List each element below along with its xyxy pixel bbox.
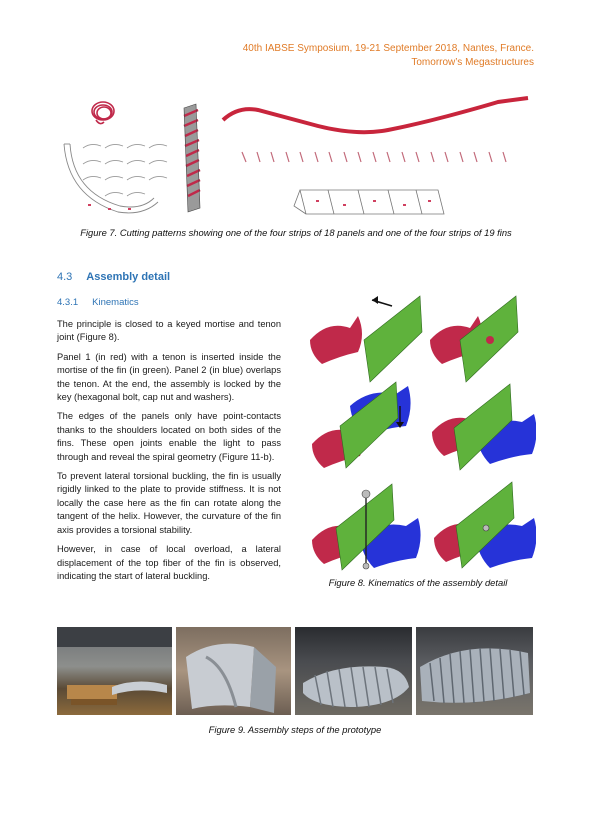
subsection-heading xyxy=(57,297,139,308)
paragraph: The principle is closed to a keyed mortise and tenon joint (Figure 8). xyxy=(57,319,281,343)
figure-8-kinematics xyxy=(300,284,536,572)
paragraph: The edges of the panels only have point-contacts thanks to the shoulders located on both sides of the fins. These open joints enable the light to pass through and reveal the spiral geometry (Figure 11-b). xyxy=(57,411,281,462)
step-1-insert-tenon xyxy=(310,296,422,382)
figure-9-caption: Figure 9. Assembly steps of the prototype xyxy=(208,724,382,735)
step-6-locked xyxy=(434,482,536,568)
photo-curved-fin-assembly xyxy=(176,627,291,715)
fin-templates-grid xyxy=(83,144,167,196)
subsection-number: 4.3.1 xyxy=(57,297,79,308)
section-number: 4.3 xyxy=(57,271,73,283)
figure-8-caption: Figure 8. Kinematics of the assembly detail xyxy=(328,577,508,588)
section-heading xyxy=(57,271,170,283)
body-text xyxy=(57,318,281,589)
spiral-panels-column xyxy=(184,104,200,212)
paragraph: Panel 1 (in red) with a tenon is inserted inside the mortise of the fin (in green). Panel 2 (in blue) overlaps the tenon. At the end, the assembly is locked by the key (hexagonal bolt, cap nut and washers). xyxy=(57,351,281,403)
coiled-strip-drawing xyxy=(92,102,114,124)
unrolled-red-strip xyxy=(223,98,528,132)
photo-spiral-half-built xyxy=(295,627,412,715)
photo-prototype-complete xyxy=(416,627,533,715)
photo-workshop-panels xyxy=(57,627,172,715)
step-5-insert-key xyxy=(312,484,421,570)
figure-7-cutting-patterns xyxy=(58,96,538,220)
section-title: Assembly detail xyxy=(86,271,171,283)
header-line-1: 40th IABSE Symposium, 19-21 September 2018, Nantes, France. xyxy=(242,43,534,54)
paragraph: To prevent lateral torsional buckling, the fin is usually rigidly linked to the plate to provide stiffness. It is not locally the case here as the fin can rotate along the tangent of the helix. However, the curvature of the fin axis provides a torsional stability. xyxy=(57,471,281,535)
paragraph: However, in case of local overload, a lateral displacement of the top fiber of the fin is observed, indicating the start of lateral buckling. xyxy=(57,544,281,581)
subsection-title: Kinematics xyxy=(92,297,139,308)
fin-pieces-row xyxy=(242,152,506,162)
step-4-panels-overlapped xyxy=(432,384,536,470)
figure-7-caption: Figure 7. Cutting patterns showing one of the four strips of 18 panels and one of the four strips of 19 fins xyxy=(80,227,512,238)
header-line-2: Tomorrow’s Megastructures xyxy=(411,57,534,68)
curved-fin-strip xyxy=(64,144,158,213)
step-2-tenon-inserted xyxy=(430,296,518,382)
page-header xyxy=(243,42,534,70)
step-3-overlap-blue xyxy=(312,382,411,468)
